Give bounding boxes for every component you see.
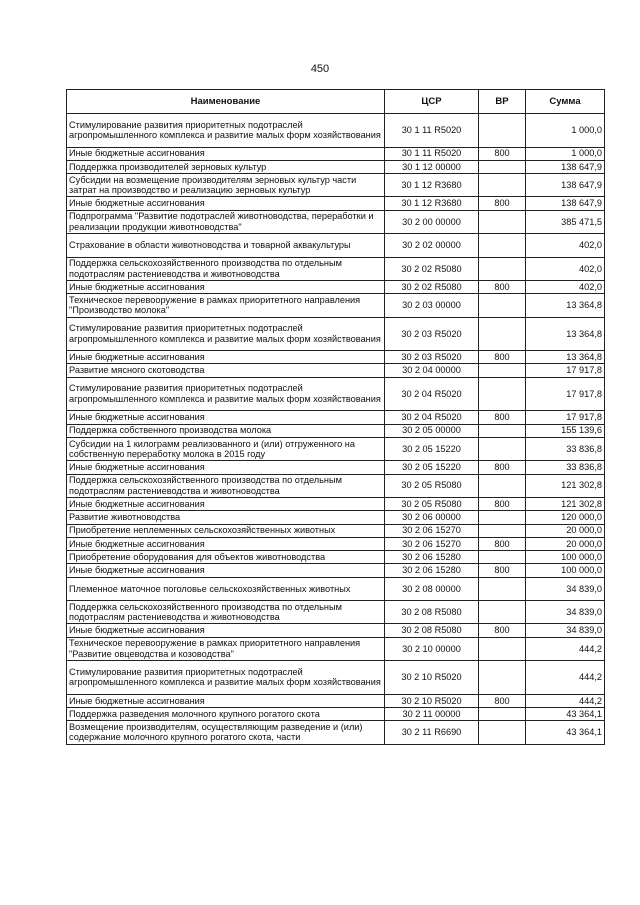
cell-vr: 800	[479, 197, 526, 210]
cell-csr: 30 2 03 00000	[385, 294, 479, 317]
table-row	[67, 707, 605, 720]
cell-name: Подпрограмма "Развитие подотраслей животноводства, переработки и реализации продукции животноводства"	[67, 210, 385, 233]
cell-csr: 30 2 03 R5020	[385, 317, 479, 351]
cell-sum: 13 364,8	[526, 351, 605, 364]
table-row	[67, 114, 605, 148]
cell-vr: 800	[479, 694, 526, 707]
cell-vr: 800	[479, 624, 526, 637]
cell-sum: 100 000,0	[526, 564, 605, 577]
cell-sum: 402,0	[526, 257, 605, 280]
cell-name: Субсидии на 1 килограмм реализованного и (или) отгруженного на собственную переработку молока в 2015 году	[67, 437, 385, 460]
cell-name: Иные бюджетные ассигнования	[67, 694, 385, 707]
cell-name: Поддержка сельскохозяйственного производства по отдельным подотраслям растениеводства и животноводства	[67, 474, 385, 497]
cell-sum: 1 000,0	[526, 114, 605, 148]
cell-name: Иные бюджетные ассигнования	[67, 197, 385, 210]
cell-sum: 20 000,0	[526, 524, 605, 537]
cell-csr: 30 2 04 R5020	[385, 377, 479, 411]
cell-vr	[479, 114, 526, 148]
cell-vr: 800	[479, 280, 526, 293]
table-row	[67, 411, 605, 424]
cell-csr: 30 1 12 00000	[385, 160, 479, 173]
cell-sum: 155 139,6	[526, 424, 605, 437]
table-body	[67, 114, 605, 745]
cell-vr	[479, 601, 526, 624]
cell-name: Иные бюджетные ассигнования	[67, 461, 385, 474]
cell-name: Приобретение оборудования для объектов животноводства	[67, 551, 385, 564]
cell-name: Техническое перевооружение в рамках приоритетного направления "Производство молока"	[67, 294, 385, 317]
cell-vr	[479, 577, 526, 600]
table-row	[67, 147, 605, 160]
table-row	[67, 364, 605, 377]
cell-sum: 138 647,9	[526, 160, 605, 173]
cell-name: Стимулирование развития приоритетных подотраслей агропромышленного комплекса и развитие малых форм хозяйствования	[67, 317, 385, 351]
table-row	[67, 637, 605, 660]
cell-csr: 30 2 02 R5080	[385, 280, 479, 293]
table-row	[67, 497, 605, 510]
cell-csr: 30 2 02 R5080	[385, 257, 479, 280]
cell-name: Племенное маточное поголовье сельскохозяйственных животных	[67, 577, 385, 600]
cell-vr	[479, 424, 526, 437]
cell-vr	[479, 174, 526, 197]
cell-csr: 30 2 11 R6690	[385, 721, 479, 744]
table-row	[67, 694, 605, 707]
cell-name: Поддержка разведения молочного крупного рогатого скота	[67, 707, 385, 720]
table-row	[67, 721, 605, 744]
cell-sum: 33 836,8	[526, 437, 605, 460]
cell-sum: 17 917,8	[526, 411, 605, 424]
cell-csr: 30 2 10 00000	[385, 637, 479, 660]
cell-csr: 30 1 12 R3680	[385, 174, 479, 197]
cell-sum: 13 364,8	[526, 294, 605, 317]
header-vr: ВР	[479, 90, 526, 114]
cell-vr: 800	[479, 537, 526, 550]
table-row	[67, 661, 605, 695]
cell-sum: 1 000,0	[526, 147, 605, 160]
cell-sum: 444,2	[526, 694, 605, 707]
cell-sum: 43 364,1	[526, 707, 605, 720]
header-csr: ЦСР	[385, 90, 479, 114]
table-row	[67, 257, 605, 280]
cell-name: Иные бюджетные ассигнования	[67, 564, 385, 577]
cell-sum: 444,2	[526, 661, 605, 695]
table-row	[67, 210, 605, 233]
header-sum: Сумма	[526, 90, 605, 114]
cell-vr	[479, 721, 526, 744]
cell-vr: 800	[479, 461, 526, 474]
cell-csr: 30 2 06 15280	[385, 564, 479, 577]
cell-csr: 30 2 05 15220	[385, 437, 479, 460]
cell-name: Иные бюджетные ассигнования	[67, 147, 385, 160]
table-row	[67, 197, 605, 210]
cell-vr: 800	[479, 411, 526, 424]
cell-csr: 30 2 05 R5080	[385, 497, 479, 510]
cell-sum: 17 917,8	[526, 377, 605, 411]
cell-csr: 30 2 05 15220	[385, 461, 479, 474]
table-row	[67, 437, 605, 460]
cell-vr	[479, 524, 526, 537]
cell-csr: 30 1 12 R3680	[385, 197, 479, 210]
cell-name: Субсидии на возмещение производителям зерновых культур части затрат на производство и реализацию зерновых культур	[67, 174, 385, 197]
cell-csr: 30 2 05 R5080	[385, 474, 479, 497]
cell-csr: 30 2 10 R5020	[385, 694, 479, 707]
cell-vr	[479, 551, 526, 564]
cell-csr: 30 2 06 15270	[385, 524, 479, 537]
cell-name: Иные бюджетные ассигнования	[67, 497, 385, 510]
cell-csr: 30 1 11 R5020	[385, 114, 479, 148]
table-row	[67, 474, 605, 497]
cell-name: Поддержка сельскохозяйственного производства по отдельным подотраслям растениеводства и животноводства	[67, 601, 385, 624]
cell-vr	[479, 364, 526, 377]
cell-name: Иные бюджетные ассигнования	[67, 411, 385, 424]
table-row	[67, 461, 605, 474]
cell-sum: 34 839,0	[526, 577, 605, 600]
cell-sum: 34 839,0	[526, 601, 605, 624]
page-number: 450	[310, 63, 330, 75]
cell-vr	[479, 637, 526, 660]
cell-name: Поддержка производителей зерновых культур	[67, 160, 385, 173]
table-row	[67, 601, 605, 624]
table-row	[67, 174, 605, 197]
cell-csr: 30 2 06 15280	[385, 551, 479, 564]
cell-name: Поддержка сельскохозяйственного производства по отдельным подотраслям растениеводства и животноводства	[67, 257, 385, 280]
cell-csr: 30 2 04 R5020	[385, 411, 479, 424]
cell-vr	[479, 377, 526, 411]
cell-sum: 100 000,0	[526, 551, 605, 564]
cell-name: Иные бюджетные ассигнования	[67, 280, 385, 293]
cell-vr	[479, 707, 526, 720]
cell-name: Приобретение неплеменных сельскохозяйственных животных	[67, 524, 385, 537]
cell-csr: 30 2 08 R5080	[385, 624, 479, 637]
cell-vr	[479, 317, 526, 351]
cell-sum: 34 839,0	[526, 624, 605, 637]
table-row	[67, 551, 605, 564]
table-row	[67, 280, 605, 293]
cell-sum: 121 302,8	[526, 497, 605, 510]
cell-csr: 30 2 03 R5020	[385, 351, 479, 364]
table-row	[67, 524, 605, 537]
cell-csr: 30 2 00 00000	[385, 210, 479, 233]
cell-csr: 30 2 11 00000	[385, 707, 479, 720]
table-row	[67, 294, 605, 317]
cell-vr	[479, 511, 526, 524]
cell-vr	[479, 210, 526, 233]
cell-sum: 385 471,5	[526, 210, 605, 233]
table-row	[67, 577, 605, 600]
cell-name: Поддержка собственного производства молока	[67, 424, 385, 437]
table-row	[67, 234, 605, 257]
table-header-row	[67, 90, 605, 114]
cell-vr: 800	[479, 497, 526, 510]
table-row	[67, 377, 605, 411]
cell-sum: 444,2	[526, 637, 605, 660]
budget-table	[66, 89, 605, 745]
cell-name: Иные бюджетные ассигнования	[67, 624, 385, 637]
cell-name: Возмещение производителям, осуществляющим разведение и (или) содержание молочного крупного рогатого скота, части	[67, 721, 385, 744]
cell-name: Иные бюджетные ассигнования	[67, 537, 385, 550]
cell-vr	[479, 437, 526, 460]
cell-sum: 402,0	[526, 280, 605, 293]
cell-sum: 138 647,9	[526, 174, 605, 197]
table-row	[67, 351, 605, 364]
cell-csr: 30 2 05 00000	[385, 424, 479, 437]
table-row	[67, 511, 605, 524]
cell-vr	[479, 257, 526, 280]
table-row	[67, 317, 605, 351]
cell-name: Стимулирование развития приоритетных подотраслей агропромышленного комплекса и развитие малых форм хозяйствования	[67, 114, 385, 148]
cell-sum: 402,0	[526, 234, 605, 257]
header-name: Наименование	[67, 90, 385, 114]
table-row	[67, 564, 605, 577]
table-row	[67, 160, 605, 173]
cell-name: Страхование в области животноводства и товарной аквакультуры	[67, 234, 385, 257]
cell-vr: 800	[479, 564, 526, 577]
cell-sum: 43 364,1	[526, 721, 605, 744]
cell-name: Стимулирование развития приоритетных подотраслей агропромышленного комплекса и развитие малых форм хозяйствования	[67, 661, 385, 695]
cell-csr: 30 2 04 00000	[385, 364, 479, 377]
cell-vr: 800	[479, 351, 526, 364]
cell-sum: 138 647,9	[526, 197, 605, 210]
cell-sum: 121 302,8	[526, 474, 605, 497]
cell-sum: 120 000,0	[526, 511, 605, 524]
cell-csr: 30 2 08 00000	[385, 577, 479, 600]
cell-vr	[479, 661, 526, 695]
cell-name: Техническое перевооружение в рамках приоритетного направления "Развитие овцеводства и козоводства"	[67, 637, 385, 660]
table-row	[67, 537, 605, 550]
cell-name: Развитие мясного скотоводства	[67, 364, 385, 377]
cell-vr	[479, 474, 526, 497]
cell-vr: 800	[479, 147, 526, 160]
cell-vr	[479, 160, 526, 173]
cell-name: Иные бюджетные ассигнования	[67, 351, 385, 364]
cell-sum: 20 000,0	[526, 537, 605, 550]
cell-sum: 13 364,8	[526, 317, 605, 351]
cell-csr: 30 2 06 15270	[385, 537, 479, 550]
cell-vr	[479, 294, 526, 317]
cell-csr: 30 1 11 R5020	[385, 147, 479, 160]
cell-vr	[479, 234, 526, 257]
cell-sum: 17 917,8	[526, 364, 605, 377]
cell-sum: 33 836,8	[526, 461, 605, 474]
table-row	[67, 624, 605, 637]
cell-csr: 30 2 06 00000	[385, 511, 479, 524]
cell-name: Развитие животноводства	[67, 511, 385, 524]
cell-csr: 30 2 10 R5020	[385, 661, 479, 695]
cell-name: Стимулирование развития приоритетных подотраслей агропромышленного комплекса и развитие малых форм хозяйствования	[67, 377, 385, 411]
cell-csr: 30 2 08 R5080	[385, 601, 479, 624]
table-row	[67, 424, 605, 437]
cell-csr: 30 2 02 00000	[385, 234, 479, 257]
